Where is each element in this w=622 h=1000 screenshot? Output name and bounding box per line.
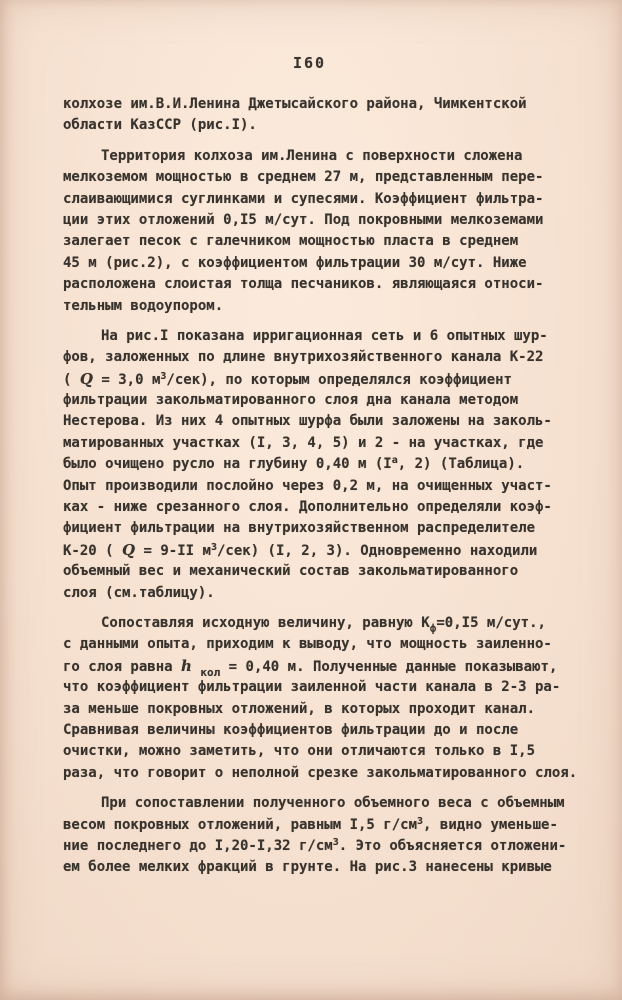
text-line [63,411,570,432]
text-line [63,253,570,274]
text-line [63,146,570,167]
text-line: ( Q = 3,0 м3/сек), по которым определялся коэффициент [63,369,512,388]
text-segment: объемный вес и механический состав закольматированного [63,563,519,580]
text-segment: /сек), по которым определялся коэффициент [166,371,512,388]
text-segment: раза, что говорит о неполной срезке закольматированного слоя. [63,764,578,781]
text-line [63,189,570,210]
text-line [63,763,578,784]
script-text-segment: Q [122,540,136,559]
text-line [63,518,570,539]
text-line [63,720,570,741]
text-line [63,274,570,295]
text-segment: /сек) (I, 2, 3). Одновременно находили [216,542,538,559]
text-line [63,326,570,347]
text-segment: = 9-II м [135,542,211,559]
text-segment: расположена слоистая толща песчаников. являющаяся относи- [63,276,544,293]
script-text-segment: Q [79,369,93,388]
text-line [63,347,570,368]
text-segment: , 2) (Таблица). [397,456,525,473]
text-line [63,476,570,497]
text-segment: При сопоставлении полученного объемного веса с объемным [101,795,565,812]
text-segment: Территория колхоза им.Ленина с поверхности сложена [101,147,523,164]
page-number: I60 [292,54,327,72]
text-segment: Опыт производили послойно через 0,2 м, на очищенных участ- [63,477,552,494]
text-line [63,296,570,317]
text-segment: фициент фильтрации на внутрихозяйственном распределителе [63,520,536,537]
text-line: го слоя равна h кол = 0,40 м. Полученные данные показывают, [63,656,558,679]
text-segment: с данными опыта, приходим к выводу, что мощность заиленно- [63,636,552,653]
text-line [63,433,570,454]
text-line [63,497,570,518]
text-segment: ( [63,371,80,388]
text-segment: мелкоземом мощностью в среднем 27 м, представленным пере- [63,169,544,186]
text-segment: ции этих отложений 0,I5 м/сут. Под покровными мелкоземами [63,211,544,228]
text-segment: фов, заложенных по длине внутрихозяйственного канала К-22 [63,349,544,366]
text-line [63,115,570,136]
text-segment: слоя (см.таблицу). [63,584,215,601]
text-segment: слаивающимися суглинками и супесями. Коэффициент фильтра- [63,190,544,207]
text-line [63,390,570,411]
text-block [63,94,578,879]
text-segment: ках - ниже срезанного слоя. Дополнительно определяли коэф- [63,499,552,516]
text-line [63,231,570,252]
text-segment: было очищено русло на глубину 0,40 м (I [63,456,392,473]
text-line [63,699,570,720]
text-segment: го слоя равна [63,658,182,675]
text-line [63,94,570,115]
text-line [63,167,570,188]
text-segment: за меньше покровных отложений, в которых проходит канал. [63,700,536,717]
text-segment: Нестерова. Из них 4 опытных шурфа были заложены на заколь- [63,413,552,430]
text-line [63,677,570,698]
text-segment: . Это объясняется отложени- [338,837,567,854]
text-line [63,634,570,655]
paragraph [63,613,578,784]
text-segment: что коэффициент фильтрации заиленной части канала в 2-3 ра- [63,679,561,696]
text-segment: области КазССР (рис.I). [63,117,257,134]
text-line [63,741,570,762]
text-segment: 45 м (рис.2), с коэффициентом фильтрации 30 м/сут. Ниже [63,254,527,271]
text-segment: весом покровных отложений, равным I,5 г/см [63,816,418,833]
text-line: Сопоставляя исходную величину, равную Кф=0,I5 м/сут., [101,614,546,635]
text-segment: Сопоставляя исходную величину, равную К [101,614,430,631]
paragraph [63,146,570,317]
text-segment: фильтрации закольматированного слоя дна канала методом [63,392,519,409]
text-segment: =0,I5 м/сут., [436,614,546,631]
text-segment: колхозе им.В.И.Ленина Джетысайского района, Чимкентской [63,96,527,112]
text-line: ние последнего до I,20-I,32 г/см3. Это объясняется отложени- [63,836,567,854]
text-segment: На рис.I показана ирригационная сеть и 6 опытных шур- [101,327,548,344]
text-segment: К-20 ( [63,542,123,559]
text-segment: залегает песок с галечником мощностью пласта в среднем [63,233,519,250]
text-segment: очистки, можно заметить, что они отличаются только в I,5 [63,743,536,760]
text-line [63,793,570,814]
text-segment: Сравнивая величины коэффициентов фильтрации до и после [63,721,519,738]
text-segment: , видно уменьше- [423,816,558,833]
text-segment: матированных участках (I, 3, 4, 5) и 2 - на участках, где [63,434,544,451]
text-line: весом покровных отложений, равным I,5 г/см3, видно уменьше- [63,815,558,833]
text-segment: ние последнего до I,20-I,32 г/см [63,837,333,854]
text-segment: тельным водоупором. [63,297,224,314]
text-line [63,561,570,582]
text-segment: = 0,40 м. Полученные данные показывают, [220,658,558,675]
text-line [63,583,570,604]
paragraph [63,326,570,604]
paragraph [63,94,570,137]
text-line: было очищено русло на глубину 0,40 м (Iа, 2) (Таблица). [63,455,525,473]
paragraph [63,793,570,879]
script-text-segment: h [181,656,192,675]
text-segment: = 3,0 м [92,371,161,388]
text-segment: ем более мелких фракций в грунте. На рис.3 нанесены кривые [63,859,552,876]
text-line [63,857,570,878]
text-line [63,210,570,231]
text-line: К-20 ( Q = 9-II м3/сек) (I, 2, 3). Одновременно находили [63,540,538,559]
